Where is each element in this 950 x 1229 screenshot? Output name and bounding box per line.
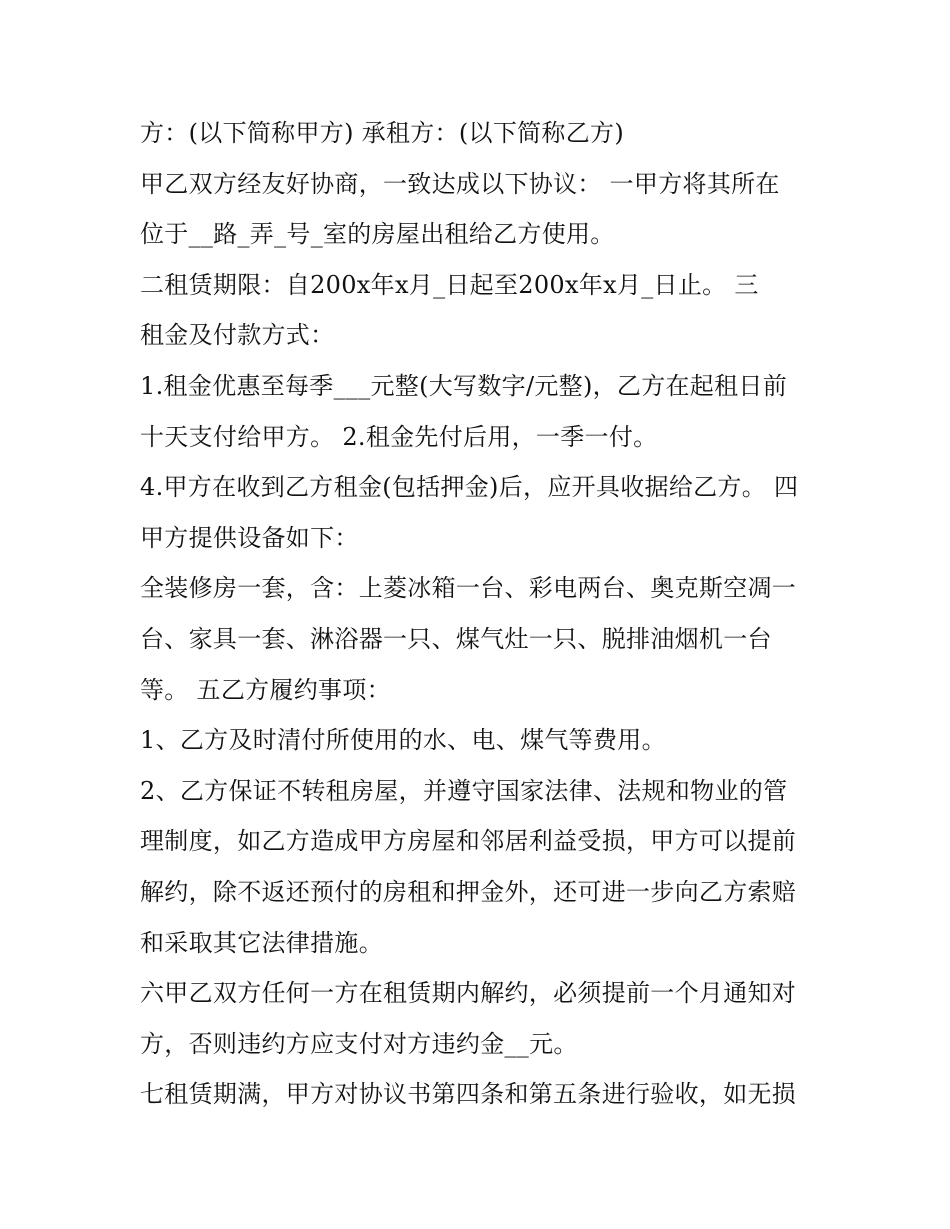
text-line: 1.租金优惠至每季___元整(大写数字/元整)，乙方在起租日前 <box>140 371 788 400</box>
text-line: 全装修房一套，含：上菱冰箱一台、彩电两台、奥克斯空凋一 <box>140 574 797 603</box>
text-line: 甲乙双方经友好协商，一致达成以下协议： 一甲方将其所在 <box>140 169 780 198</box>
text-line: 和采取其它法律措施。 <box>140 928 383 957</box>
text-line: 七租赁期满，甲方对协议书第四条和第五条进行验收，如无损 <box>140 1080 797 1109</box>
text-line: 位于__路_弄_号_室的房屋出租给乙方使用。 <box>140 220 615 249</box>
text-line: 二租赁期限：自200x年x月_日起至200x年x月_日止。 三 <box>140 270 759 299</box>
text-line: 方，否则违约方应支付对方违约金__元。 <box>140 1029 578 1058</box>
text-line: 理制度，如乙方造成甲方房屋和邻居利益受损，甲方可以提前 <box>140 827 797 856</box>
text-line: 六甲乙双方任何一方在租赁期内解约，必须提前一个月通知对 <box>140 979 797 1008</box>
text-line: 等。 五乙方履约事项： <box>140 675 391 704</box>
text-line: 十天支付给甲方。 2.租金先付后用，一季一付。 <box>140 422 658 451</box>
text-line: 方：(以下简称甲方) 承租方：(以下简称乙方) <box>140 119 624 147</box>
text-line: 4.甲方在收到乙方租金(包括押金)后，应开具收据给乙方。 四 <box>140 473 799 502</box>
text-line: 租金及付款方式： <box>140 321 335 350</box>
document-body <box>140 108 820 1120</box>
text-line: 台、家具一套、淋浴器一只、煤气灶一只、脱排油烟机一台 <box>140 624 772 653</box>
text-line: 1、乙方及时清付所使用的水、电、煤气等费用。 <box>140 726 666 755</box>
text-line: 2、乙方保证不转租房屋，并遵守国家法律、法规和物业的管 <box>140 776 788 805</box>
text-line: 解约，除不返还预付的房租和押金外，还可进一步向乙方索赔 <box>140 877 797 906</box>
text-line: 甲方提供设备如下： <box>140 523 359 552</box>
